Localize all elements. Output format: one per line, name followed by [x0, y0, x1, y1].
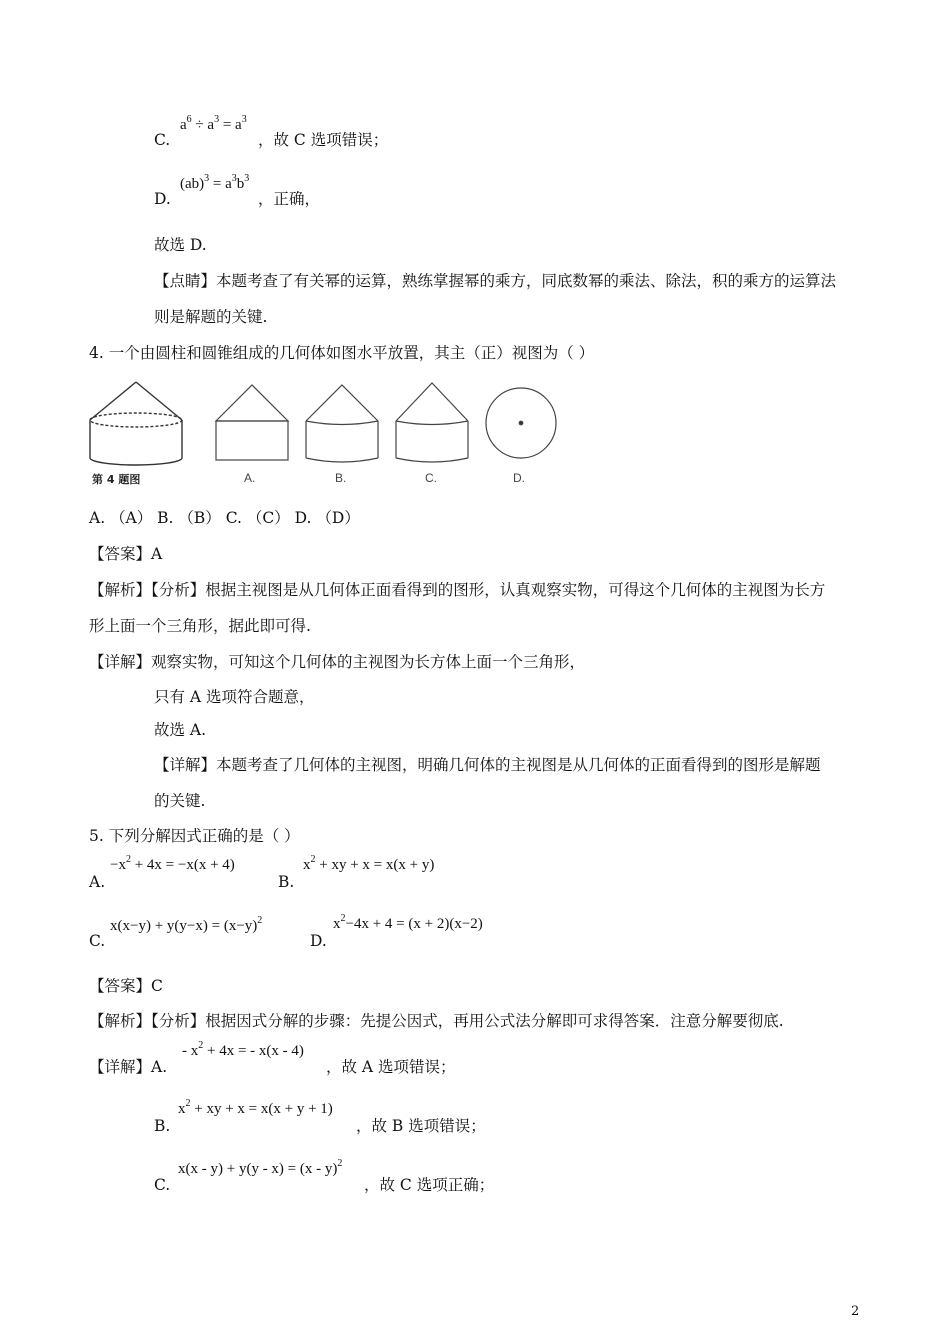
- q5-option-d-expression: $x^2-4x + 4 = (x + 2)(x-2)$: [333, 913, 483, 932]
- q5-detail-b-expression: $x^2$ + xy + x = x(x + y + 1): [178, 1098, 333, 1117]
- q3-c-label: C.: [154, 131, 171, 149]
- q4-figure-label-a: A.: [244, 471, 256, 485]
- q3-c-text: ，故 C 选项错误；: [258, 131, 389, 149]
- q3-d-label: D.: [154, 190, 171, 208]
- q5-option-b-label: B.: [278, 873, 295, 891]
- q3-d-expression: $(ab)^3 = a^3b^3$: [180, 173, 250, 192]
- q5-option-c-label: C.: [89, 932, 106, 950]
- option-b-shape: [306, 385, 378, 462]
- q5-detail-b-label: B.: [154, 1117, 171, 1135]
- q4-analysis-line2: 形上面一个三角形，据此即可得.: [89, 617, 311, 635]
- q3-d-text: ，正确，: [258, 190, 321, 208]
- q5-answer: 【答案】C: [89, 977, 163, 995]
- q4-question: 4. 一个由圆柱和圆锥组成的几何体如图水平放置，其主（正）视图为（ ）: [89, 344, 595, 362]
- page-number: 2: [851, 1304, 860, 1319]
- q4-detail-line2: 只有 A 选项符合题意，: [154, 688, 315, 706]
- q5-option-a-expression: $-x^2 + 4x = -x(x + 4)$: [110, 854, 235, 873]
- q4-figure-label-b: B.: [335, 471, 347, 485]
- q3-c-expression: $a^6 \div a^3 = a^3$: [180, 114, 247, 133]
- q5-detail-c-label: C.: [154, 1176, 171, 1194]
- q4-answer: 【答案】A: [89, 545, 163, 563]
- q3-choose: 故选 D.: [154, 236, 207, 254]
- q4-figure-label-c: C.: [425, 471, 437, 485]
- q5-detail-c-text: ，故 C 选项正确；: [364, 1176, 495, 1194]
- q4-figure-caption: 第 4 题图: [92, 473, 141, 486]
- q4-analysis-line1: 【解析】【分析】根据主视图是从几何体正面看得到的图形，认真观察实物，可得这个几何体的主视图为长方: [89, 581, 826, 599]
- q5-detail-prefix: 【详解】A.: [89, 1058, 168, 1076]
- option-c-shape: [396, 383, 468, 462]
- q5-detail-a-text: ，故 A 选项错误；: [326, 1058, 456, 1076]
- q5-detail-b-text: ，故 B 选项错误；: [356, 1117, 486, 1135]
- q4-figure-label-d: D.: [513, 471, 525, 485]
- q5-option-a-label: A.: [89, 873, 106, 891]
- q4-choose: 故选 A.: [154, 721, 207, 739]
- q5-detail-c-expression: x(x - y) + y(y - x) = (x - y)$^2$: [178, 1158, 343, 1177]
- option-d-shape: [486, 388, 556, 458]
- solid-cylinder-cone-figure: [90, 382, 182, 465]
- q5-option-c-expression: $x(x-y) + y(y-x) = (x-y)^2$: [110, 915, 263, 934]
- q4-options: A. （A） B. （B） C. （C） D. （D）: [89, 509, 360, 527]
- option-a-shape: [216, 385, 288, 460]
- q5-detail-a-expression: - $x^2 + 4x$ = - x(x - 4): [182, 1040, 304, 1059]
- q4-note-line2: 的关键.: [154, 792, 206, 810]
- q5-option-d-label: D.: [310, 932, 327, 950]
- q4-figure: [84, 378, 564, 490]
- q3-note-line2: 则是解题的关键.: [154, 308, 268, 326]
- q4-note-line1: 【详解】本题考查了几何体的主视图，明确几何体的主视图是从几何体的正面看得到的图形是解题: [154, 756, 821, 774]
- q3-note-line1: 【点睛】本题考查了有关幂的运算，熟练掌握幂的乘方，同底数幂的乘法、除法，积的乘方的运算法: [154, 272, 837, 290]
- q4-detail-line1: 【详解】观察实物，可知这个几何体的主视图为长方体上面一个三角形，: [89, 653, 586, 671]
- q5-question: 5. 下列分解因式正确的是（ ）: [89, 827, 300, 845]
- q5-option-b-expression: $x^2$ + xy + x = x(x + y): [303, 854, 435, 873]
- q5-analysis: 【解析】【分析】根据因式分解的步骤：先提公因式，再用公式法分解即可求得答案．注意分解要彻底.: [89, 1012, 784, 1030]
